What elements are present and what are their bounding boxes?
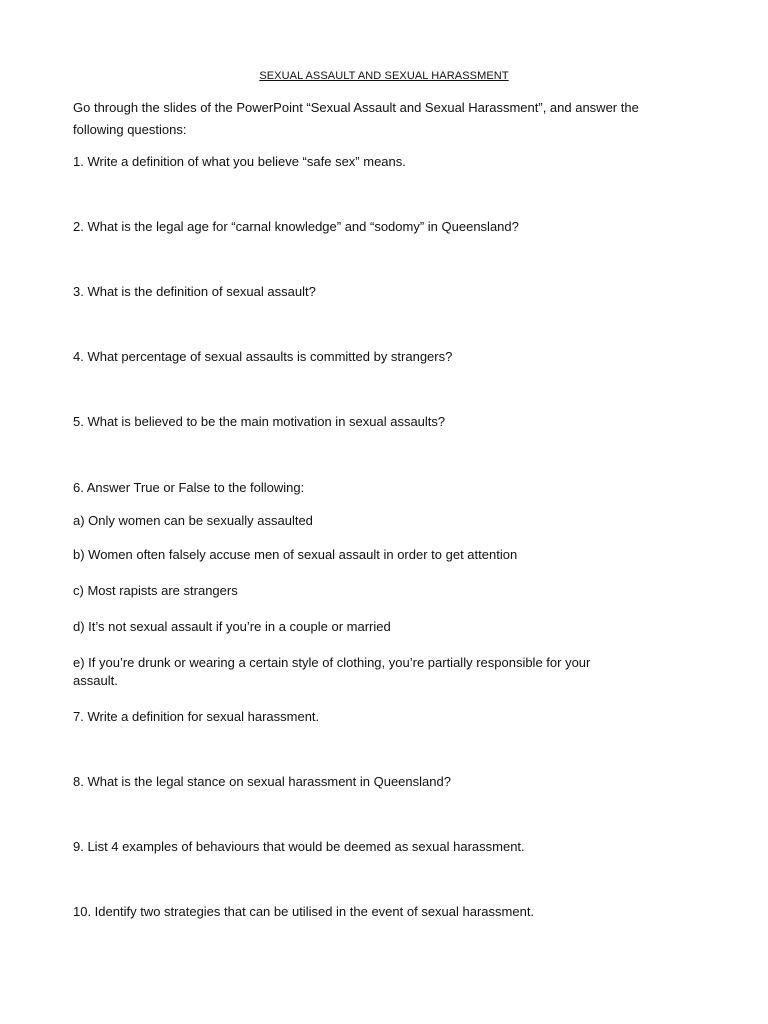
question-10: 10. Identify two strategies that can be utilised in the event of sexual harassment. xyxy=(73,904,535,919)
question-6a: a) Only women can be sexually assaulted xyxy=(73,513,313,528)
question-5: 5. What is believed to be the main motivation in sexual assaults? xyxy=(73,414,446,429)
question-6c: c) Most rapists are strangers xyxy=(73,583,238,598)
question-6d: d) It’s not sexual assault if you’re in a couple or married xyxy=(73,619,391,634)
question-6e-line-1: e) If you’re drunk or wearing a certain style of clothing, you’re partially responsible for your xyxy=(73,655,591,670)
question-7: 7. Write a definition for sexual harassment. xyxy=(73,709,320,724)
question-6: 6. Answer True or False to the following: xyxy=(73,480,305,495)
intro-text-line-1: Go through the slides of the PowerPoint “Sexual Assault and Sexual Harassment”, and answer the xyxy=(73,100,639,115)
question-8: 8. What is the legal stance on sexual harassment in Queensland? xyxy=(73,774,451,789)
question-9: 9. List 4 examples of behaviours that would be deemed as sexual harassment. xyxy=(73,839,525,854)
question-1: 1. Write a definition of what you believe “safe sex” means. xyxy=(73,154,406,169)
intro-text-line-2: following questions: xyxy=(73,122,187,137)
question-3: 3. What is the definition of sexual assault? xyxy=(73,284,316,299)
question-2: 2. What is the legal age for “carnal knowledge” and “sodomy” in Queensland? xyxy=(73,219,519,234)
question-6e-line-2: assault. xyxy=(73,673,118,688)
question-4: 4. What percentage of sexual assaults is committed by strangers? xyxy=(73,349,453,364)
document-title: SEXUAL ASSAULT AND SEXUAL HARASSMENT xyxy=(259,70,509,82)
question-6b: b) Women often falsely accuse men of sexual assault in order to get attention xyxy=(73,547,518,562)
